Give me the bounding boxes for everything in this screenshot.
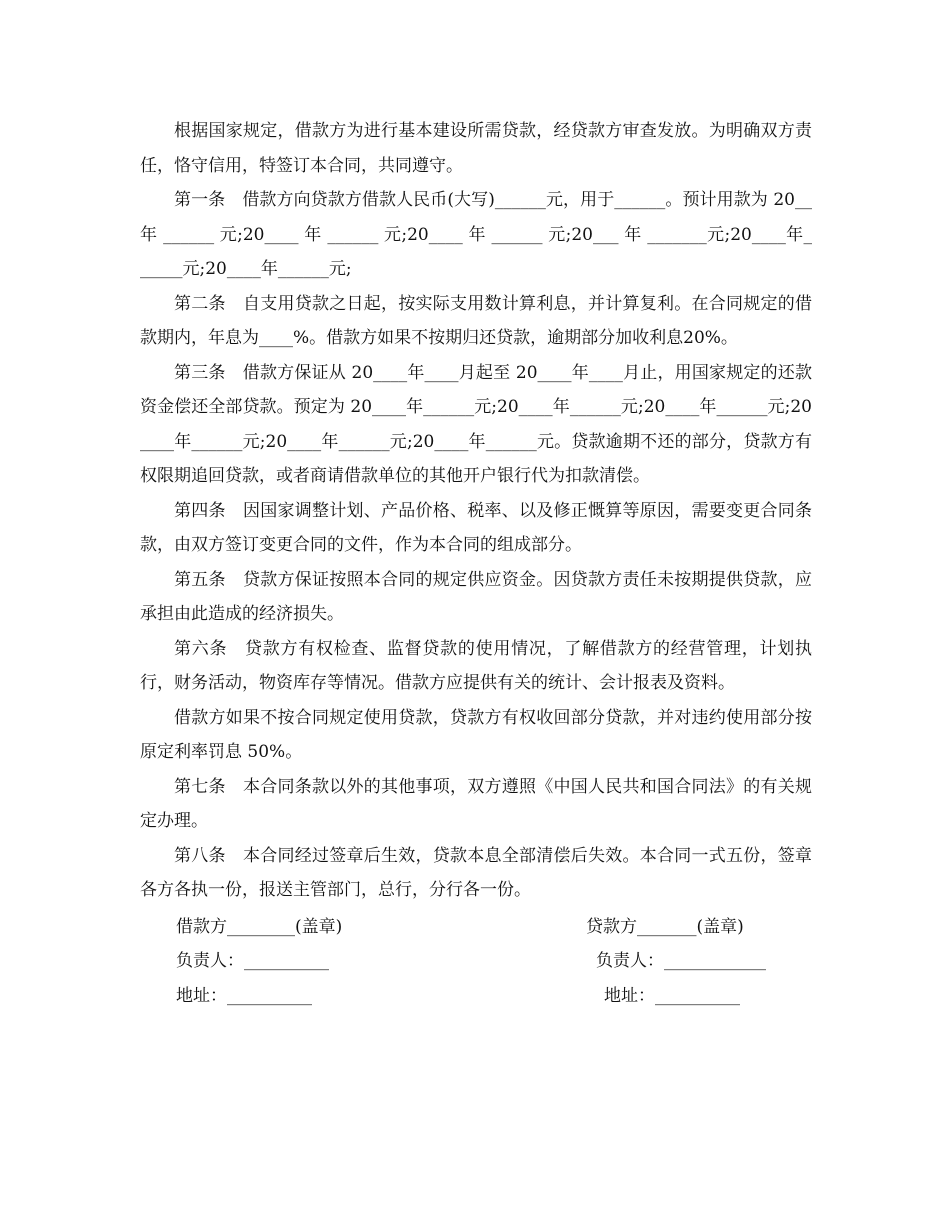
contract-document: [140, 114, 812, 1013]
lender-address-line: 地址：__________: [604, 985, 740, 1006]
signature-address-row: [140, 979, 812, 1014]
signature-person-row: [140, 944, 812, 979]
signature-block: [140, 910, 812, 1014]
borrower-seal-line: 借款方________(盖章): [176, 916, 343, 937]
article-1-paragraph: 第一条 借款方向贷款方借款人民币(大写)______元，用于______。预计用款为 20__ 年 ______ 元;20____ 年 ______ 元;20____ 年 ______ 元;20___ 年 _______元;20____年______元;20____年______元;: [140, 190, 812, 279]
article-6-paragraph: 第六条 贷款方有权检查、监督贷款的使用情况，了解借款方的经营管理，计划执行，财务活动，物资库存等情况。借款方应提供有关的统计、会计报表及资料。: [140, 638, 812, 693]
article-5-paragraph: 第五条 贷款方保证按照本合同的规定供应资金。因贷款方责任未按期提供贷款，应承担由此造成的经济损失。: [140, 569, 812, 624]
article-6-supplement-paragraph: 借款方如果不按合同规定使用贷款，贷款方有权收回部分贷款，并对违约使用部分按原定利率罚息 50%。: [140, 707, 812, 762]
borrower-person-line: 负责人：__________: [176, 951, 329, 971]
lender-seal-line: 贷款方_______(盖章): [586, 916, 744, 937]
article-7-paragraph: 第七条 本合同条款以外的其他事项，双方遵照《中国人民共和国合同法》的有关规定办理。: [140, 776, 812, 831]
preamble-paragraph: 根据国家规定，借款方为进行基本建设所需贷款，经贷款方审查发放。为明确双方责任，恪守信用，特签订本合同，共同遵守。: [140, 121, 812, 176]
lender-person-line: 负责人：____________: [596, 951, 766, 971]
article-4-paragraph: 第四条 因国家调整计划、产品价格、税率、以及修正慨算等原因，需要变更合同条款，由双方签订变更合同的文件，作为本合同的组成部分。: [140, 500, 812, 555]
signature-party-row: [140, 910, 812, 945]
borrower-address-line: 地址：__________: [176, 985, 312, 1006]
article-2-paragraph: 第二条 自支用贷款之日起，按实际支用数计算利息，并计算复利。在合同规定的借款期内，年息为____%。借款方如果不按期归还贷款，逾期部分加收利息20%。: [140, 293, 812, 348]
article-3-paragraph: 第三条 借款方保证从 20____年____月起至 20____年____月止，用国家规定的还款资金偿还全部贷款。预定为 20____年______元;20____年______元;20____年______元;20____年______元;20____年______元;20____年______元。贷款逾期不还的部分，贷款方有权限期追回贷款，或者商请借款单位的其他开户银行代为扣款清偿。: [140, 362, 812, 486]
article-8-paragraph: 第八条 本合同经过签章后生效，贷款本息全部清偿后失效。本合同一式五份，签章各方各执一份，报送主管部门，总行，分行各一份。: [140, 845, 812, 900]
